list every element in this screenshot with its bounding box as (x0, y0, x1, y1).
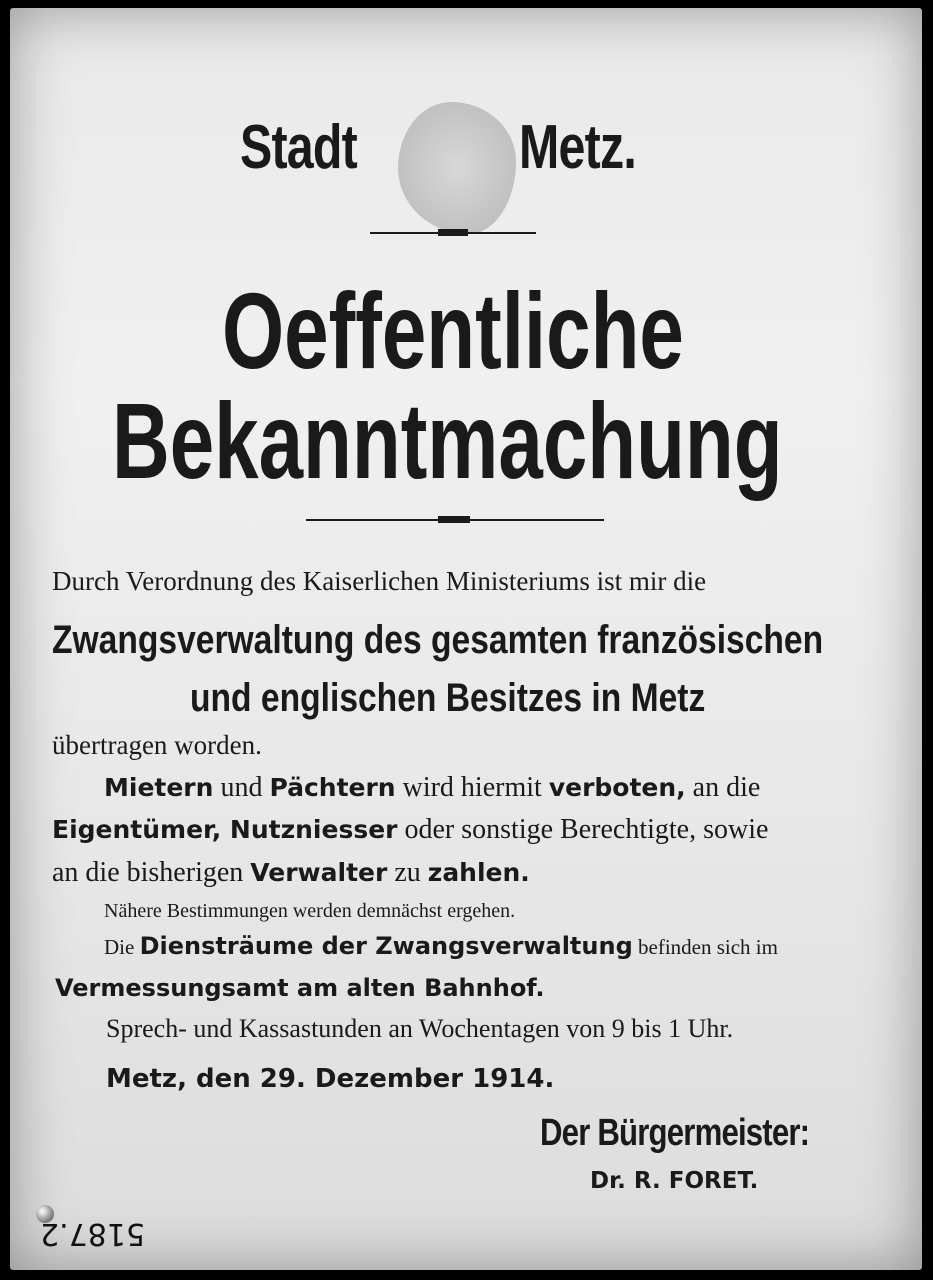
word-paechtern: Pächtern (269, 773, 396, 802)
divider-middle-knot (438, 516, 470, 523)
text-und: und (213, 772, 270, 803)
paragraph-offices (104, 932, 778, 960)
text-an-die-bisherigen: an die bisherigen (52, 857, 251, 888)
body-line-provisions: Nähere Bestimmungen werden demnächst ergehen. (104, 900, 516, 922)
paragraph-owners (52, 814, 768, 846)
plate-number: 5187.2 (40, 1216, 145, 1251)
divider-top-knot (438, 229, 468, 236)
paragraph-administrators (52, 857, 530, 889)
office-hours: Sprech- und Kassastunden an Wochentagen von 9 bis 1 Uhr. (106, 1014, 734, 1043)
paragraph-tenants (104, 772, 760, 804)
text-an-die: an die (685, 772, 761, 803)
headline-line-2: Bekanntmachung (112, 380, 783, 501)
body-line-1: Durch Verordnung des Kaiserlichen Ministeriums ist mir die (52, 566, 707, 596)
signature-title: Der Bürgermeister: (540, 1112, 810, 1154)
text-befinden-sich: befinden sich im (632, 935, 778, 959)
date-line: Metz, den 29. Dezember 1914. (106, 1064, 555, 1094)
city-word-metz: Metz. (519, 113, 636, 182)
word-zahlen: zahlen. (427, 858, 530, 887)
body-line-2: Zwangsverwaltung des gesamten französischen (52, 618, 824, 662)
text-wird-hiermit: wird hiermit (395, 772, 549, 803)
city-word-stadt: Stadt (240, 113, 357, 182)
word-verboten: verboten, (548, 773, 686, 802)
office-location: Vermessungsamt am alten Bahnhof. (55, 974, 545, 1002)
word-verwalter: Verwalter (250, 858, 388, 887)
text-zu: zu (387, 857, 428, 888)
body-line-3: und englischen Besitzes in Metz (190, 676, 706, 720)
word-mietern: Mietern (104, 773, 214, 802)
body-line-4: übertragen worden. (52, 730, 262, 760)
word-dienstraeume: Diensträume der Zwangsverwaltung (139, 932, 633, 960)
headline-line-1: Oeffentliche (222, 270, 684, 391)
text-oder-sonstige: oder sonstige Berechtigte, sowie (397, 814, 769, 845)
text-die: Die (104, 935, 140, 959)
word-eigentuemer-nutzniesser: Eigentümer, Nutzniesser (52, 815, 398, 844)
signature-name: Dr. R. FORET. (590, 1168, 759, 1194)
